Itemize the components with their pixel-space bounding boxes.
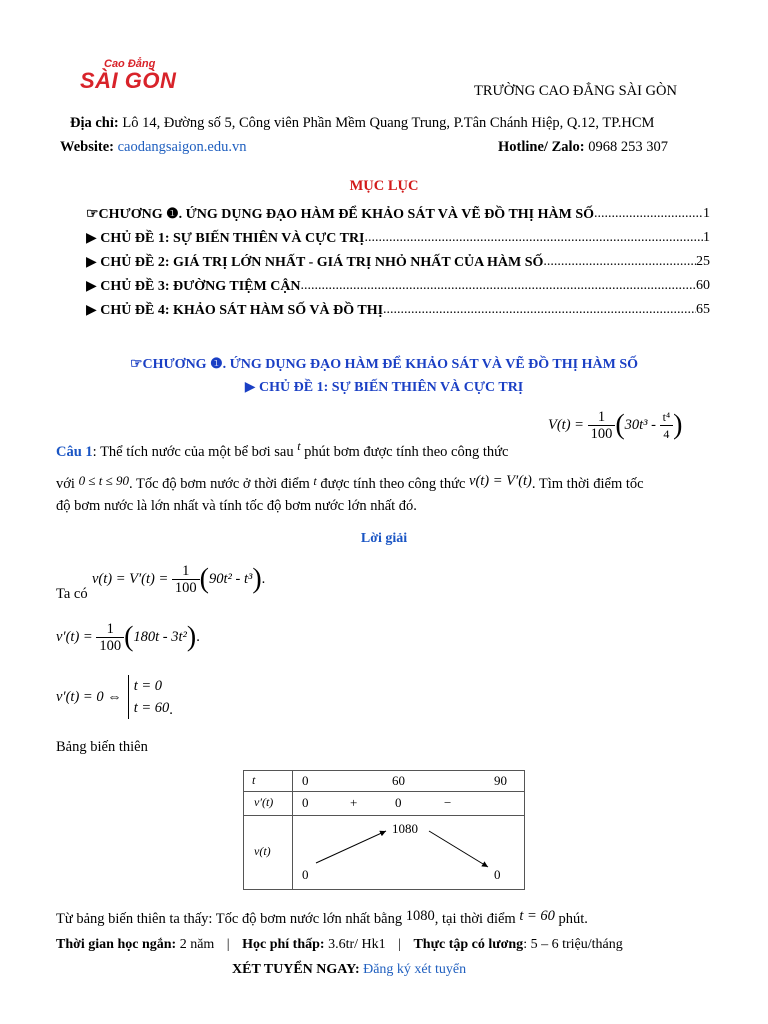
fee-label: Học phí thấp: bbox=[242, 937, 325, 952]
row-t-label: t bbox=[252, 773, 256, 787]
hotline-value: 0968 253 307 bbox=[588, 139, 668, 155]
row-v-end: 0 bbox=[494, 867, 501, 882]
problem-text: với bbox=[56, 476, 75, 492]
paren-open: ( bbox=[199, 563, 209, 595]
paren-close: ) bbox=[186, 621, 197, 653]
study-value: 2 năm bbox=[179, 937, 215, 952]
toc-item-page: 65 bbox=[696, 302, 710, 317]
problem-text: . Tốc độ bơm nước ở thời điểm bbox=[128, 476, 310, 492]
fraction-den: 100 bbox=[99, 638, 122, 654]
row-t-value: 0 bbox=[302, 773, 309, 788]
toc-item[interactable] bbox=[86, 278, 710, 295]
footer-info bbox=[56, 937, 623, 953]
formula-critical-lhs: v′(t) = 0 ⇔ bbox=[56, 688, 122, 705]
row-vp-value: 0 bbox=[395, 795, 402, 810]
paren-close: ) bbox=[673, 409, 683, 441]
toc-item[interactable] bbox=[86, 230, 710, 247]
toc-leader bbox=[365, 230, 704, 247]
row-vp-value: − bbox=[444, 795, 452, 810]
toc-leader bbox=[301, 278, 696, 295]
period: . bbox=[196, 628, 200, 645]
conclusion-line bbox=[56, 908, 588, 928]
problem-line-1 bbox=[56, 439, 508, 461]
school-name: TRƯỜNG CAO ĐẲNG SÀI GÒN bbox=[474, 83, 677, 99]
formula-speed bbox=[92, 563, 265, 596]
formula-speed-inner: 90t² - t³ bbox=[208, 570, 253, 587]
study-label: Thời gian học ngắn: bbox=[56, 937, 177, 952]
fraction bbox=[172, 563, 200, 596]
toc-list bbox=[86, 206, 710, 319]
toc-item-page: 1 bbox=[703, 206, 710, 221]
paren-open: ( bbox=[615, 409, 625, 441]
hotline-line bbox=[498, 139, 668, 156]
problem-text: được tính theo công thức bbox=[320, 476, 466, 492]
system-row-2: t = 60 bbox=[133, 700, 170, 716]
hotline-label: Hotline/ Zalo: bbox=[498, 139, 585, 155]
toc-title: MỤC LỤC bbox=[349, 178, 419, 194]
conclusion-t: t = 60 bbox=[519, 908, 555, 924]
fraction-den: 100 bbox=[590, 426, 613, 442]
enroll-line bbox=[232, 962, 466, 978]
fraction-num: t⁴ bbox=[660, 409, 674, 426]
enroll-label: XÉT TUYỂN NGAY: bbox=[232, 962, 360, 977]
address-value: Lô 14, Đường số 5, Công viên Phần Mềm Quang Trung, P.Tân Chánh Hiệp, Q.12, TP.HCM bbox=[122, 115, 655, 131]
fraction-den: 100 bbox=[174, 580, 197, 596]
toc-item-label: ▶ CHỦ ĐỀ 3: ĐƯỜNG TIỆM CẬN bbox=[86, 279, 301, 294]
paren-open: ( bbox=[124, 621, 134, 653]
logo-main-text: SÀI GÒN bbox=[80, 68, 177, 93]
fee-value: 3.6tr/ Hk1 bbox=[328, 937, 386, 952]
logo bbox=[80, 58, 200, 94]
math-domain: 0 ≤ t ≤ 90 bbox=[78, 473, 129, 488]
website-line bbox=[60, 139, 246, 156]
toc-item-page: 60 bbox=[696, 278, 710, 293]
system-row-1: t = 0 bbox=[133, 678, 163, 694]
fraction bbox=[588, 409, 616, 442]
problem-text: : Thể tích nước của một bể bơi sau bbox=[92, 443, 294, 460]
problem-line-2 bbox=[56, 473, 644, 493]
formula-speed-lhs: v(t) = V′(t) = bbox=[92, 570, 169, 587]
toc-leader bbox=[543, 254, 696, 271]
row-t-value: 90 bbox=[494, 773, 507, 788]
fraction bbox=[96, 621, 124, 654]
problem-text: phút bơm được tính theo công thức bbox=[304, 443, 509, 460]
toc-item[interactable] bbox=[86, 254, 710, 271]
intern-label: Thực tập có lương bbox=[413, 937, 524, 952]
logo-top-text: Cao Đẳng bbox=[104, 58, 156, 70]
toc-item[interactable] bbox=[86, 206, 710, 223]
toc-leader bbox=[594, 206, 703, 223]
conclusion-text: phút. bbox=[558, 911, 588, 927]
row-vp-value: + bbox=[350, 795, 358, 810]
fraction-num: 1 bbox=[96, 621, 124, 638]
solution-title: Lời giải bbox=[360, 531, 408, 546]
row-v-max: 1080 bbox=[392, 821, 418, 836]
toc-leader bbox=[383, 302, 696, 319]
toc-item[interactable] bbox=[86, 302, 710, 319]
toc-item-label: ▶ CHỦ ĐỀ 4: KHẢO SÁT HÀM SỐ VÀ ĐỒ THỊ bbox=[86, 303, 384, 318]
period: . bbox=[169, 702, 173, 718]
arrow-up bbox=[316, 831, 386, 863]
fraction-num: 1 bbox=[172, 563, 200, 580]
enroll-link[interactable]: Đăng ký xét tuyển bbox=[363, 962, 467, 977]
conclusion-text: , tại thời điểm bbox=[434, 911, 516, 927]
toc-item-label: ▶ CHỦ ĐỀ 1: SỰ BIẾN THIÊN VÀ CỰC TRỊ bbox=[86, 231, 365, 246]
address-label: Địa chỉ: bbox=[70, 115, 119, 131]
formula-volume-inner: 30t³ - bbox=[624, 416, 656, 433]
conclusion-text: Từ bảng biến thiên ta thấy: Tốc độ bơm nước lớn nhất bằng bbox=[56, 911, 403, 927]
math-speed-def: v(t) = V′(t) bbox=[469, 473, 532, 489]
bbt-label: Bảng biến thiên bbox=[56, 739, 148, 755]
row-v-start: 0 bbox=[302, 867, 309, 882]
fraction-num: 1 bbox=[588, 409, 616, 426]
ta-co-text: Ta có bbox=[56, 586, 88, 602]
arrow-down bbox=[429, 831, 488, 867]
toc-item-label: ▶ CHỦ ĐỀ 2: GIÁ TRỊ LỚN NHẤT - GIÁ TRỊ NHỎ NHẤT CỦA HÀM SỐ bbox=[86, 255, 544, 270]
address-line bbox=[70, 115, 654, 132]
website-label: Website: bbox=[60, 139, 114, 155]
row-v-label: v(t) bbox=[254, 844, 271, 858]
row-vp-label: v′(t) bbox=[254, 795, 274, 809]
paren-close: ) bbox=[252, 563, 262, 595]
website-link[interactable]: caodangsaigon.edu.vn bbox=[117, 139, 247, 155]
row-t-value: 60 bbox=[392, 773, 405, 788]
toc-item-page: 1 bbox=[703, 230, 710, 245]
separator: | bbox=[398, 937, 401, 952]
formula-derivative bbox=[56, 621, 200, 654]
formula-derivative-lhs: v′(t) = bbox=[56, 628, 93, 645]
topic-heading: ▶ CHỦ ĐỀ 1: SỰ BIẾN THIÊN VÀ CỰC TRỊ bbox=[244, 380, 524, 395]
conclusion-value: 1080 bbox=[405, 908, 435, 924]
bracket-system bbox=[128, 675, 170, 719]
variation-arrows bbox=[244, 771, 524, 889]
formula-volume-lhs: V(t) = bbox=[548, 416, 584, 433]
period: . bbox=[261, 570, 266, 587]
intern-value: : 5 – 6 triệu/tháng bbox=[523, 937, 623, 952]
chapter-heading: ☞CHƯƠNG ❶. ỨNG DỤNG ĐẠO HÀM ĐỂ KHẢO SÁT VÀ VẼ ĐỒ THỊ HÀM SỐ bbox=[129, 357, 638, 372]
separator: | bbox=[226, 937, 230, 952]
fraction-den: 4 bbox=[663, 427, 670, 441]
toc-item-page: 25 bbox=[696, 254, 710, 269]
variation-table bbox=[243, 770, 525, 890]
row-vp-value: 0 bbox=[302, 795, 309, 810]
math-var: t bbox=[297, 439, 301, 453]
problem-line-3: độ bơm nước là lớn nhất và tính tốc độ bơm nước lớn nhất đó. bbox=[56, 498, 417, 514]
math-var: t bbox=[313, 474, 317, 488]
fraction bbox=[660, 409, 674, 442]
formula-critical bbox=[56, 675, 173, 719]
problem-label: Câu 1 bbox=[56, 443, 93, 460]
formula-derivative-inner: 180t - 3t² bbox=[133, 628, 187, 645]
problem-text: . Tìm thời điểm tốc bbox=[531, 476, 644, 492]
formula-volume bbox=[548, 409, 682, 442]
toc-item-label: ☞CHƯƠNG ❶. ỨNG DỤNG ĐẠO HÀM ĐỂ KHẢO SÁT VÀ VẼ ĐỒ THỊ HÀM SỐ bbox=[86, 207, 595, 222]
